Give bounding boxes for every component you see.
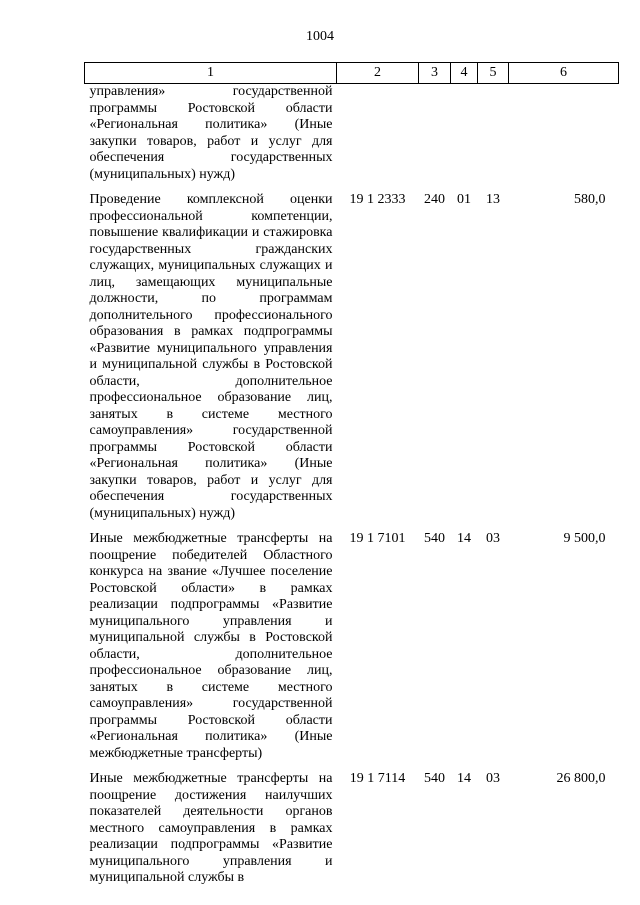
row-section: 14 (457, 771, 471, 786)
table-row (85, 771, 619, 887)
row-target-article: 19 1 7101 (349, 531, 406, 546)
row-target-article: 19 1 7114 (349, 771, 406, 786)
row-amount: 9 500,0 (563, 531, 606, 546)
header-section: 4 (451, 63, 478, 84)
row-expense-type (419, 84, 451, 184)
header-target-article: 2 (337, 63, 419, 84)
page-number: 1004 (306, 29, 334, 44)
table-header (85, 63, 619, 84)
row-amount: 26 800,0 (556, 771, 606, 786)
row-subsection: 03 (486, 531, 500, 546)
row-spacer (85, 522, 619, 531)
row-section: 14 (457, 531, 471, 546)
row-subsection: 13 (486, 192, 500, 207)
row-section: 01 (457, 192, 471, 207)
row-target-article: 19 1 2333 (349, 192, 406, 207)
header-subsection: 5 (478, 63, 509, 84)
row-amount (509, 84, 619, 184)
row-description: управления» государственной программы Ростовской области «Региональная политика» (Иные закупки товаров, работ и услуг для обеспечения государственных (муниципальных) нужд) (89, 84, 333, 182)
header-description: 1 (85, 63, 337, 84)
table-row (85, 192, 619, 522)
row-description: Проведение комплексной оценки профессиональной компетенции, повышение квалификации и стажировка государственных гражданских служащих, муниципальных служащих и лиц, замещающих муниципальные должности, по программам дополнительного профессионального образования в рамках подпрограммы «Развитие муниципального управления и муниципальной службы в Ростовской области, дополнительное профессиональное образование лиц, занятых в системе местного самоуправления» государственной программы Ростовской области «Региональная политика» (Иные закупки товаров, работ и услуг для обеспечения государственных (муниципальных) нужд) (89, 192, 333, 521)
row-description: Иные межбюджетные трансферты на поощрение достижения наилучших показателей деятельности органов местного самоуправления в рамках реализации подпрограммы «Развитие муниципального управления и муниципальной службы в (89, 771, 333, 885)
header-amount: 6 (509, 63, 619, 84)
header-expense-type: 3 (419, 63, 451, 84)
row-spacer (85, 762, 619, 771)
budget-table (84, 62, 619, 887)
row-expense-type: 540 (424, 531, 445, 546)
table-row (85, 84, 619, 184)
table-body (85, 84, 619, 887)
row-spacer (85, 183, 619, 192)
row-section (451, 84, 478, 184)
row-description: Иные межбюджетные трансферты на поощрение победителей Областного конкурса на звание «Лучшее поселение Ростовской области» в рамках реализации подпрограммы «Развитие муниципального управления и муниципальной службы в Ростовской области, дополнительное профессиональное образование лиц, занятых в системе местного самоуправления» государственной программы Ростовской области «Региональная политика» (Иные межбюджетные трансферты) (89, 531, 333, 761)
row-subsection: 03 (486, 771, 500, 786)
header-row (85, 63, 619, 84)
row-target-article (337, 84, 419, 184)
row-amount: 580,0 (574, 192, 606, 207)
row-subsection (478, 84, 509, 184)
table-row (85, 531, 619, 762)
row-expense-type: 240 (424, 192, 445, 207)
row-expense-type: 540 (424, 771, 445, 786)
